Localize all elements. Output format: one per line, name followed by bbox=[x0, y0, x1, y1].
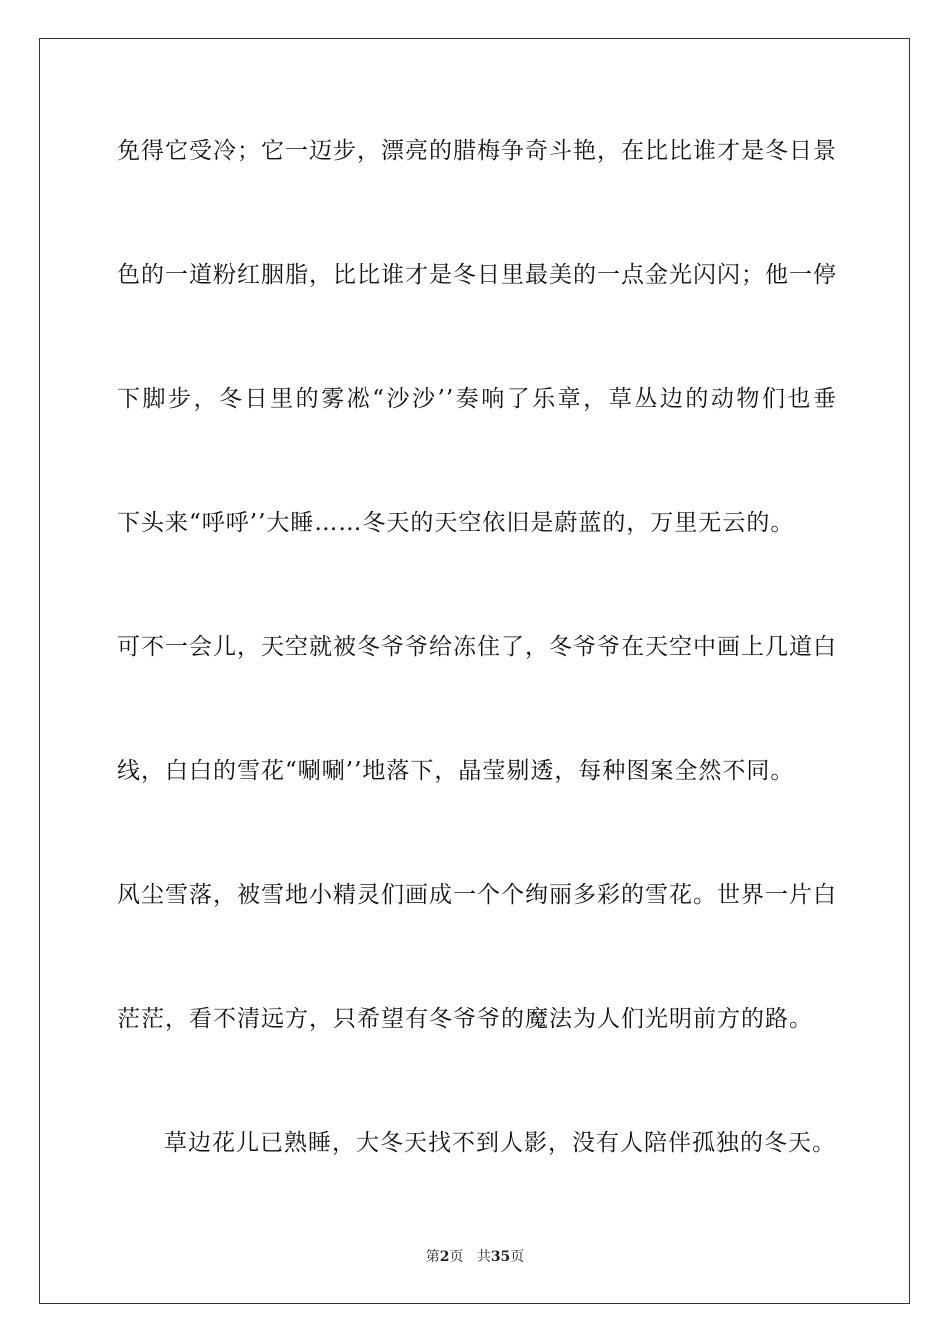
paragraph-line: 下头来“呼呼’’大睡……冬天的天空依旧是蔚蓝的，万里无云的。 bbox=[117, 510, 795, 536]
total-prefix: 共 bbox=[476, 1249, 491, 1265]
page-footer bbox=[0, 1248, 950, 1266]
page-suffix: 页 bbox=[449, 1249, 464, 1265]
paragraph-line: 风尘雪落，被雪地小精灵们画成一个个绚丽多彩的雪花。世界一片白 bbox=[117, 882, 837, 908]
paragraph-line: 线，白白的雪花“唰唰’’地落下，晶莹剔透，每种图案全然不同。 bbox=[117, 758, 795, 784]
page-frame bbox=[39, 38, 910, 1304]
paragraph-line-indented: 草边花儿已熟睡，大冬天找不到人影，没有人陪伴孤独的冬天。 bbox=[164, 1130, 836, 1156]
paragraph-line: 免得它受冷；它一迈步，漂亮的腊梅争奇斗艳，在比比谁才是冬日景 bbox=[117, 138, 837, 164]
page-number: 2 bbox=[439, 1249, 450, 1265]
page-prefix: 第 bbox=[425, 1249, 440, 1265]
paragraph-line: 可不一会儿，天空就被冬爷爷给冻住了，冬爷爷在天空中画上几道白 bbox=[117, 634, 837, 660]
total-pages: 35 bbox=[490, 1249, 511, 1265]
paragraph-line: 下脚步，冬日里的雾凇“沙沙’’奏响了乐章，草丛边的动物们也垂 bbox=[117, 386, 837, 412]
paragraph-line: 色的一道粉红胭脂，比比谁才是冬日里最美的一点金光闪闪；他一停 bbox=[117, 262, 837, 288]
paragraph-line: 茫茫，看不清远方，只希望有冬爷爷的魔法为人们光明前方的路。 bbox=[117, 1006, 813, 1032]
total-suffix: 页 bbox=[510, 1249, 525, 1265]
